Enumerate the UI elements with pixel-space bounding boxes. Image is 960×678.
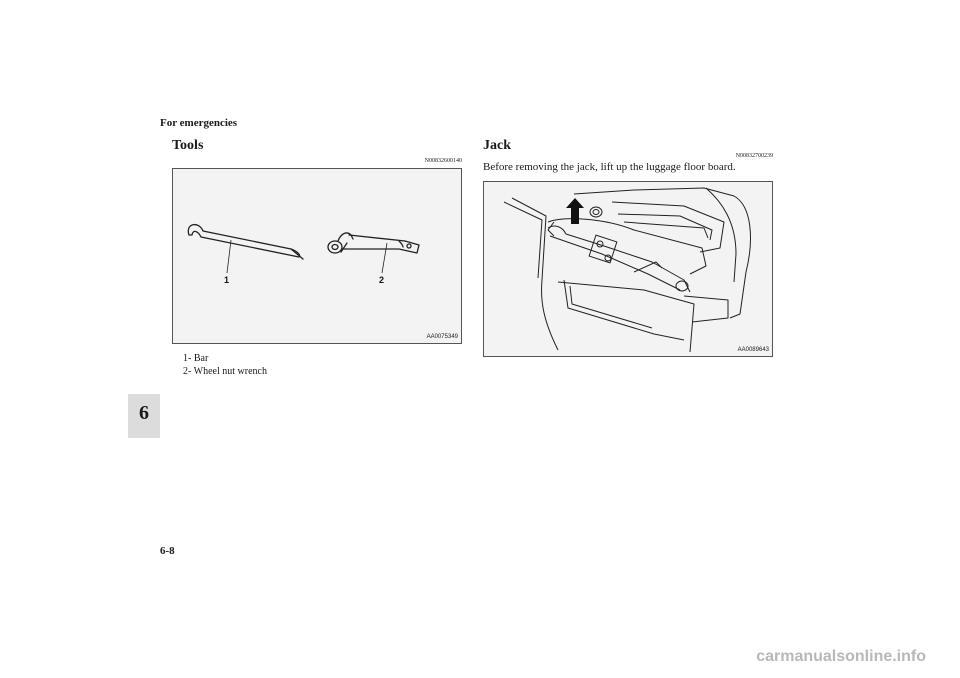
tools-figure bbox=[172, 168, 462, 344]
page-number: 6-8 bbox=[160, 545, 175, 557]
jack-ref-code: N00832700239 bbox=[735, 153, 773, 159]
caption-bar: 1- Bar bbox=[183, 353, 209, 364]
jack-figure bbox=[483, 181, 773, 357]
lift-up-arrow-icon bbox=[566, 198, 584, 224]
tools-ref-code: N00832600140 bbox=[424, 158, 462, 164]
tools-illustration bbox=[173, 169, 461, 343]
wheel-nut-wrench-icon bbox=[328, 233, 419, 253]
tools-figure-code: AA0075349 bbox=[426, 334, 458, 340]
jack-illustration bbox=[484, 182, 772, 356]
section-header: For emergencies bbox=[160, 117, 238, 129]
tools-caption-list bbox=[183, 352, 267, 378]
jack-instruction: Before removing the jack, lift up the luggage floor board. bbox=[483, 161, 736, 173]
watermark-text: carmanualsonline.info bbox=[756, 648, 926, 665]
bar-tool-icon bbox=[188, 225, 303, 259]
callout-1: 1 bbox=[224, 275, 230, 285]
tools-heading: Tools bbox=[172, 138, 204, 153]
jack-heading: Jack bbox=[483, 138, 511, 153]
caption-wheel-nut-wrench: 2- Wheel nut wrench bbox=[183, 366, 267, 377]
callout-2: 2 bbox=[379, 275, 385, 285]
jack-figure-code: AA0089643 bbox=[737, 347, 769, 353]
chapter-number: 6 bbox=[139, 402, 149, 424]
